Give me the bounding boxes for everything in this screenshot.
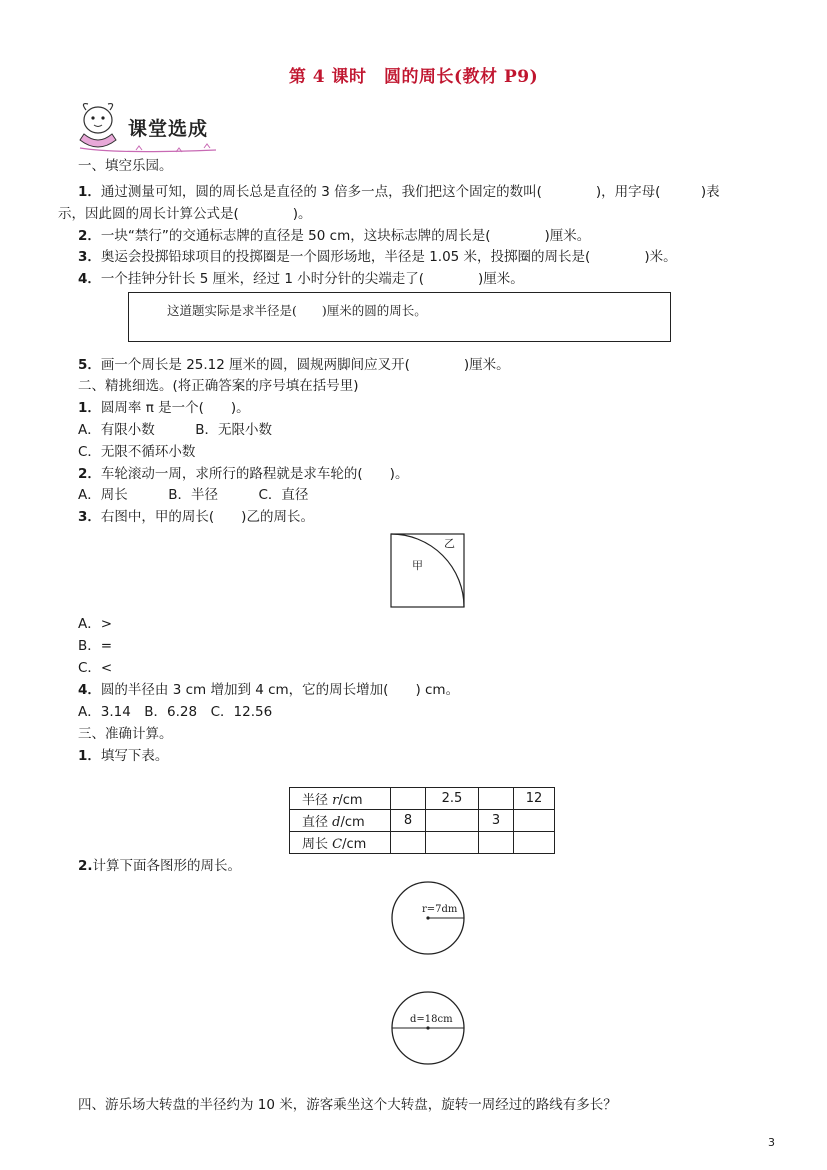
s2-q3-option-b: B．= [78, 638, 113, 654]
question-number: 4． [78, 682, 101, 698]
question-number: 5． [78, 357, 101, 373]
question-number: 2. [78, 858, 93, 874]
table-cell [479, 832, 514, 854]
s1-q3 [78, 247, 677, 267]
s2-q3-option-a: A．> [78, 616, 113, 632]
circle-radius-figure [390, 880, 466, 956]
quarter-circle-figure [390, 533, 466, 609]
figure-label-jia: 甲 [412, 559, 423, 572]
question-text: 一块“禁行”的交通标志牌的直径是 50 cm，这块标志牌的周长是( )厘米。 [100, 228, 591, 244]
section4-question: 四、游乐场大转盘的半径约为 10 米，游客乘坐这个大转盘，旋转一周经过的路线有多长？ [78, 1097, 617, 1113]
question-number: 2． [78, 228, 101, 244]
question-text: 画一个周长是 25.12 厘米的圆，圆规两脚间应叉开( )厘米。 [100, 357, 510, 373]
table-row [290, 832, 555, 854]
section2-heading: 二、精挑细选。(将正确答案的序号填在括号里) [78, 378, 359, 394]
row-header: 直径 d/cm [290, 810, 391, 832]
question-text: 填写下表。 [100, 748, 169, 764]
question-text: 奥运会投掷铅球项目的投掷圈是一个圆形场地，半径是 1.05 米，投掷圈的周长是( )米。 [100, 249, 677, 265]
page-title: 第 4 课时 圆的周长(教材 P9) [288, 67, 539, 87]
table-cell [391, 788, 426, 810]
radius-label: r=7dm [422, 904, 458, 915]
question-number: 3． [78, 249, 101, 265]
s2-q2 [78, 464, 408, 484]
hint-box [128, 292, 671, 342]
table-cell [514, 810, 555, 832]
s2-q2-options: A．周长 B．半径 C．直径 [78, 487, 309, 503]
circle-diameter-figure [390, 990, 466, 1066]
table-cell [426, 810, 479, 832]
section1-heading: 一、填空乐园。 [78, 158, 173, 174]
question-text: 右图中，甲的周长( )乙的周长。 [100, 509, 314, 525]
s1-q5 [78, 355, 510, 375]
s1-q2 [78, 226, 590, 246]
table-cell: 8 [391, 810, 426, 832]
question-number: 1． [78, 184, 101, 200]
table-cell: 3 [479, 810, 514, 832]
radius-diameter-table [289, 787, 555, 854]
table-row [290, 788, 555, 810]
s2-q1 [78, 398, 250, 418]
question-number: 1． [78, 748, 101, 764]
question-text: 圆的半径由 3 cm 增加到 4 cm，它的周长增加( ) cm。 [100, 682, 460, 698]
table-cell [479, 788, 514, 810]
s3-q1 [78, 746, 168, 766]
diameter-label: d=18cm [410, 1014, 453, 1025]
s3-q2 [78, 856, 241, 876]
question-number: 2． [78, 466, 101, 482]
lesson-logo [76, 96, 226, 160]
s2-q3 [78, 507, 314, 527]
s2-q4 [78, 680, 459, 700]
s2-q1-options-ab: A．有限小数 B．无限小数 [78, 422, 272, 438]
page-number: 3 [768, 1136, 775, 1149]
row-header: 周长 C/cm [290, 832, 391, 854]
question-number: 3． [78, 509, 101, 525]
hint-text: 这道题实际是求半径是( )厘米的圆的周长。 [167, 303, 427, 318]
table-cell [391, 832, 426, 854]
s1-q1-line2: 示，因此圆的周长计算公式是( )。 [58, 206, 312, 222]
question-text: 通过测量可知，圆的周长总是直径的 3 倍多一点，我们把这个固定的数叫( )，用字母( )表 [100, 184, 720, 200]
table-cell [514, 832, 555, 854]
question-number: 4． [78, 271, 101, 287]
question-text: 车轮滚动一周，求所行的路程就是求车轮的( )。 [100, 466, 409, 482]
s2-q1-option-c: C．无限不循环小数 [78, 444, 196, 460]
figure-label-yi: 乙 [444, 537, 455, 550]
section3-heading: 三、准确计算。 [78, 726, 173, 742]
question-text: 一个挂钟分针长 5 厘米，经过 1 小时分针的尖端走了( )厘米。 [100, 271, 524, 287]
table-cell: 2.5 [426, 788, 479, 810]
s2-q3-option-c: C．< [78, 660, 113, 676]
table-cell [426, 832, 479, 854]
table-row [290, 810, 555, 832]
table-cell: 12 [514, 788, 555, 810]
row-header: 半径 r/cm [290, 788, 391, 810]
s1-q1-line1 [78, 182, 720, 202]
question-text: 计算下面各图形的周长。 [92, 858, 242, 874]
s2-q4-options: A．3.14 B．6.28 C．12.56 [78, 704, 273, 720]
question-text: 圆周率 π 是一个( )。 [100, 400, 250, 416]
question-number: 1． [78, 400, 101, 416]
logo-text: 课堂选成 [128, 118, 209, 140]
s1-q4 [78, 269, 524, 289]
